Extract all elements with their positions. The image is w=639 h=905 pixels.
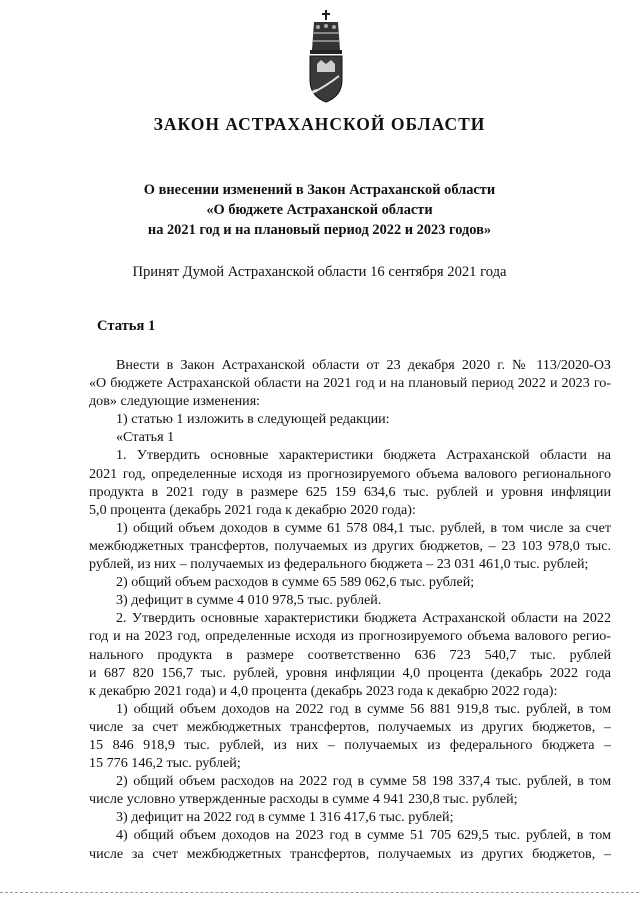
text-line: 1) статью 1 изложить в следующей редакции: (116, 411, 390, 428)
text-line: межбюджетных трансфертов, получаемых из других бюджетов, – 23 103 978,0 тыс. (89, 537, 611, 554)
text-line: 1) общий объем доходов на 2022 год в сумме 56 881 919,8 тыс. рублей, в том (116, 700, 611, 717)
article-heading: Статья 1 (97, 318, 156, 334)
text-line: 2021 год, определенные исходя из прогнозируемого объема валового регионального (89, 465, 611, 482)
text-line: 4) общий объем доходов на 2023 год в сумме 51 705 629,5 тыс. рублей, в том (116, 827, 611, 844)
text-line: числе условно утвержденные расходы в сумме 4 941 230,8 тыс. рублей; (89, 791, 518, 808)
text-line: 2) общий объем расходов на 2022 год в сумме 58 198 337,4 тыс. рублей, в том (116, 773, 611, 790)
article-body (89, 356, 611, 863)
text-line: нального продукта в размере соответственно 636 723 540,7 тыс. рублей (89, 646, 611, 663)
law-title: ЗАКОН АСТРАХАНСКОЙ ОБЛАСТИ (153, 114, 486, 134)
text-line: 3) дефицит в сумме 4 010 978,5 тыс. рублей. (116, 592, 382, 609)
text-line: 3) дефицит на 2022 год в сумме 1 316 417,6 тыс. рублей; (116, 809, 454, 826)
text-line: «Статья 1 (116, 429, 175, 446)
text-line: дов» следующие изменения: (89, 393, 261, 410)
subtitle-line: О внесении изменений в Закон Астраханской области (143, 182, 496, 198)
text-line: 5,0 процента (декабрь 2021 года к декабрю 2020 года): (89, 501, 416, 518)
adoption-note: Принят Думой Астраханской области 16 сентября 2021 года (132, 264, 507, 280)
page-bottom-rule (0, 892, 639, 893)
text-line: 1. Утвердить основные характеристики бюджета Астраханской области на (116, 447, 611, 464)
coat-of-arms-icon (304, 10, 348, 104)
text-line: числе за счет межбюджетных трансфертов, получаемых из других бюджетов, – (89, 845, 611, 862)
subtitle-line: «О бюджете Астраханской области (206, 202, 433, 218)
text-line: год и на 2023 год, определенные исходя из прогнозируемого объема валового регио- (89, 628, 611, 645)
law-subtitle (0, 180, 639, 240)
text-line: продукта в 2021 году в размере 625 159 634,6 тыс. рублей и уровня инфляции (89, 483, 611, 500)
text-line: 15 776 146,2 тыс. рублей; (89, 755, 241, 772)
text-line: 15 846 918,9 тыс. рублей, из них – получаемых из федерального бюджета – (89, 736, 611, 753)
text-line: 1) общий объем доходов в сумме 61 578 084,1 тыс. рублей, в том числе за счет (116, 519, 611, 536)
text-line: числе за счет межбюджетных трансфертов, получаемых из других бюджетов, – (89, 718, 611, 735)
text-line: Внести в Закон Астраханской области от 23 декабря 2020 г. № 113/2020-ОЗ (116, 357, 611, 373)
text-line: рублей, из них – получаемых из федерального бюджета – 23 031 461,0 тыс. рублей; (89, 556, 589, 573)
text-line: и 687 820 156,7 тыс. рублей, уровня инфляции 4,0 процента (декабрь 2022 года (89, 664, 611, 681)
text-line: «О бюджете Астраханской области на 2021 год и на плановый период 2022 и 2023 го- (89, 375, 611, 392)
text-line: к декабрю 2021 года) и 4,0 процента (декабрь 2023 года к декабрю 2022 года): (89, 682, 558, 699)
text-line: 2. Утвердить основные характеристики бюджета Астраханской области на 2022 (116, 610, 611, 627)
text-line: 2) общий объем расходов в сумме 65 589 062,6 тыс. рублей; (116, 574, 475, 591)
subtitle-line: на 2021 год и на плановый период 2022 и 2023 годов» (147, 222, 492, 238)
